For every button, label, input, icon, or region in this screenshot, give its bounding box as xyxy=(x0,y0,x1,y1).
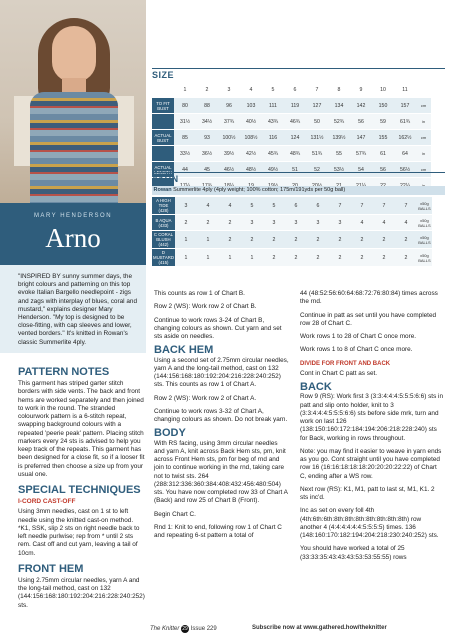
table-cell: 64 xyxy=(394,146,416,162)
size-rows xyxy=(152,98,431,194)
unit-cell: x50g BALLS xyxy=(417,231,432,249)
row-label: B AQUA (433) xyxy=(152,215,175,231)
size-rule xyxy=(152,68,445,69)
unit-cell: cm xyxy=(416,98,431,114)
table-cell: 2 xyxy=(285,231,307,249)
table-cell: 162½ xyxy=(394,130,416,146)
model-photo xyxy=(0,0,146,203)
sweater-image xyxy=(30,92,118,203)
table-cell: 7 xyxy=(351,197,373,215)
designer-name: MARY HENDERSON xyxy=(33,213,113,219)
unit-cell: in xyxy=(416,146,431,162)
table-cell: 157 xyxy=(394,98,416,114)
table-cell: 4 xyxy=(351,215,373,231)
page-number: 29 xyxy=(182,626,188,632)
icord-heading: I-CORD CAST-OFF xyxy=(18,498,76,505)
table-cell: 108½ xyxy=(240,130,262,146)
table-cell: 2 xyxy=(351,231,373,249)
table-cell: 1 xyxy=(175,231,197,249)
table-cell: 7 xyxy=(329,197,351,215)
unit-cell: x50g BALLS xyxy=(417,197,432,215)
table-cell: 127 xyxy=(306,98,328,114)
table-cell: 7 xyxy=(373,197,395,215)
table-cell: 6 xyxy=(285,197,307,215)
table-cell: 2 xyxy=(219,215,241,231)
table-row xyxy=(152,197,432,215)
table-cell: 3 xyxy=(329,215,351,231)
size-col: 4 xyxy=(240,82,262,98)
back-hem-heading: BACK HEM xyxy=(154,344,214,357)
table-cell: 2 xyxy=(241,231,263,249)
col3-p3: Work rows 1 to 28 of Chart C once more. xyxy=(300,333,417,340)
special-techniques-heading: SPECIAL TECHNIQUES xyxy=(18,484,141,496)
size-col: 3 xyxy=(218,82,240,98)
table-cell: 34½ xyxy=(196,114,218,130)
table-cell: 52¾ xyxy=(328,114,350,130)
col3-p9: Inc as set on every foll 4th (4th:6th:6th:8th:8th:8th:8th:8th:8th:8th) row another 4 (4:4:4:4:4:4:5:5:5:5) times. 136 (148:160:170:182:194:204:218:230:240:252) sts. xyxy=(300,507,439,539)
table-cell: 4 xyxy=(197,197,219,215)
table-cell: 2 xyxy=(307,231,329,249)
table-cell: 51¾ xyxy=(306,146,328,162)
table-cell: 85 xyxy=(174,130,196,146)
table-cell: 1 xyxy=(175,249,197,267)
table-row xyxy=(152,215,432,231)
table-cell: 4 xyxy=(373,215,395,231)
col2-p1: This counts as row 1 of Chart B. xyxy=(154,290,245,297)
table-cell: 50 xyxy=(306,114,328,130)
table-cell: 1 xyxy=(219,249,241,267)
table-cell: 4 xyxy=(219,197,241,215)
table-cell: 142 xyxy=(350,98,372,114)
table-cell: 150 xyxy=(372,98,394,114)
col2-p8: Begin Chart C. xyxy=(154,510,196,518)
footer-magazine: The Knitter 29 Issue 229 xyxy=(150,626,217,632)
col3-p2: Continue in patt as set until you have completed row 28 of Chart C. xyxy=(300,311,437,327)
footer-subscribe: Subscribe now at www.gathered.how/theknitter xyxy=(252,625,387,631)
table-cell: 37¾ xyxy=(218,114,240,130)
col3-p10: You should have worked a total of 25 (33:33:35:43:43:43:53:53:55:55) rows xyxy=(300,545,407,561)
unit-cell: cm xyxy=(416,162,431,178)
yarn-heading: YARN xyxy=(152,174,179,184)
size-col: 9 xyxy=(350,82,372,98)
divide-heading: DIVIDE FOR FRONT AND BACK xyxy=(300,360,391,367)
table-cell: 55 xyxy=(328,146,350,162)
table-row xyxy=(152,231,432,249)
table-cell: 2 xyxy=(329,231,351,249)
size-col: 11 xyxy=(394,82,416,98)
table-cell: 131½ xyxy=(306,130,328,146)
pattern-title: Arno xyxy=(45,223,101,253)
table-cell: 33½ xyxy=(174,146,196,162)
table-cell: 96 xyxy=(218,98,240,114)
col2-p3: Continue to work rows 3-24 of Chart B, changing colours as shown. Cut yarn and set sts aside on needles. xyxy=(154,316,282,340)
table-cell: 7 xyxy=(395,197,417,215)
icord-text: Using 3mm needles, cast on 1 st to left needle using the knitted cast-on method. *K1, SSK, slip 2 sts on right needle back to left needle purlwise; rep from * until 2 sts rem. Cast off and cut yarn, leaving a tail of 10cm. xyxy=(18,508,140,557)
table-cell: 2 xyxy=(263,231,285,249)
col3-p4: Work rows 1 to 8 of Chart C once more. xyxy=(300,346,413,354)
table-row xyxy=(152,98,431,114)
table-cell: 111 xyxy=(262,98,284,114)
table-cell: 5 xyxy=(241,197,263,215)
row-label: D MUSTARD (415) xyxy=(153,250,174,265)
table-cell: 2 xyxy=(219,231,241,249)
pattern-notes-text: This garment has striped garter stitch borders with side vents. The back and front hems are worked separately and then joined to work in the round. The stranded colourwork pattern is a 6-stitch repeat, swapping background colours with a repeated 'peerie peak' pattern. Placing stitch markers every 24 sts is advised to help you keep track of the repeats. This garment has been designed for a close fit, so if a looser fit is preferred then choose a size up from your usual one. xyxy=(18,380,145,478)
unit-cell: x50g BALLS xyxy=(417,249,432,267)
col2-p4: Using a second set of 2.75mm circular needles, yarn A and the long-tail method, cast on 132 (144:156:168:180:192:204:216:228:240:252) sts. This counts as row 1 of Chart A. xyxy=(154,356,289,389)
table-cell: 56 xyxy=(350,114,372,130)
table-cell: 49½ xyxy=(262,162,284,178)
size-col: 1 xyxy=(174,82,196,98)
table-cell: 43¾ xyxy=(262,114,284,130)
col3-p8: Next row (RS): K1, M1, patt to last st, M1, K1. 2 sts inc'd. xyxy=(300,485,435,501)
unit-cell: in xyxy=(416,114,431,130)
table-cell: 3 xyxy=(307,215,329,231)
table-cell: 1 xyxy=(241,249,263,267)
table-cell: 44 xyxy=(174,162,196,178)
table-cell: 88 xyxy=(196,98,218,114)
row-label: TO FIT BUST xyxy=(152,98,174,114)
table-cell: 3 xyxy=(241,215,263,231)
table-cell: 46½ xyxy=(218,162,240,178)
col3-p1: 44 (48:52:56:60:64:68:72:76:80:84) times across the rnd. xyxy=(300,290,438,306)
table-cell: 3 xyxy=(263,215,285,231)
size-table xyxy=(152,82,431,194)
size-col: 8 xyxy=(328,82,350,98)
table-cell: 155 xyxy=(372,130,394,146)
column-1 xyxy=(18,362,146,615)
table-cell: 2 xyxy=(395,231,417,249)
table-cell: 3 xyxy=(175,197,197,215)
row-label: C CORAL BLUSH (442) xyxy=(153,232,174,247)
table-cell: 2 xyxy=(329,249,351,267)
table-cell: 119 xyxy=(284,98,306,114)
col2-p7: With RS facing, using 3mm circular needles and yarn A, knit across Back Hem sts, pm, knit across Front Hem sts, pm for beg of rnd and join to continue working in the rnd, taking care not to twist sts. 264 (288:312:336:360:384:408:432:456:480:504) sts. You have now completed row 33 of Chart A (Back) and row 25 of Chart B (Front). xyxy=(154,439,288,505)
table-cell: 53½ xyxy=(328,162,350,178)
size-col: 6 xyxy=(284,82,306,98)
table-cell: 54 xyxy=(350,162,372,178)
table-cell: 6 xyxy=(307,197,329,215)
col3-p6: Row 9 (RS): Work first 3 (3:3:4:4:4:5:5:5:6:6) sts in patt and slip onto holder, knit to 3 (3:3:4:4:4:5:5:5:6:6) sts before side mrk, turn and work on last 126 (138:150:160:172:184:194:206:218:228:240) sts for Back, working in rows throughout. xyxy=(300,393,444,442)
yarn-table xyxy=(152,197,432,267)
col2-p9: Rnd 1: Knit to end, following row 1 of Chart C and repeating 6-st pattern a total of xyxy=(154,523,282,539)
col3-p5: Cont in Chart C patt as set. xyxy=(300,369,378,377)
yarn-description: Rowan Summerlite 4ply (4ply weight; 100% cotton; 175m/191yds per 50g ball) xyxy=(152,186,445,195)
table-cell: 2 xyxy=(263,249,285,267)
table-cell: 46¾ xyxy=(284,114,306,130)
yarn-rows xyxy=(152,197,432,267)
unit-cell: cm xyxy=(416,130,431,146)
table-cell: 2 xyxy=(197,215,219,231)
yarn-rule xyxy=(152,172,445,173)
table-cell: 48½ xyxy=(240,162,262,178)
table-cell: 51 xyxy=(284,162,306,178)
table-cell: 3 xyxy=(285,215,307,231)
table-cell: 80 xyxy=(174,98,196,114)
table-cell: 2 xyxy=(373,231,395,249)
table-row xyxy=(152,249,432,267)
size-col: 5 xyxy=(262,82,284,98)
front-hem-heading: FRONT HEM xyxy=(18,562,84,575)
table-cell: 2 xyxy=(395,249,417,267)
table-cell: 56 xyxy=(372,162,394,178)
size-heading: SIZE xyxy=(152,70,175,80)
table-row xyxy=(152,114,431,130)
col2-p5: Row 2 (WS): Work row 2 of Chart A. xyxy=(154,394,257,402)
table-cell: 93 xyxy=(196,130,218,146)
intro-box xyxy=(0,265,146,353)
table-cell: 61 xyxy=(372,146,394,162)
table-cell: 100½ xyxy=(218,130,240,146)
table-row xyxy=(152,130,431,146)
table-cell: 40½ xyxy=(240,114,262,130)
column-3 xyxy=(300,290,444,567)
table-row xyxy=(152,162,431,178)
row-label xyxy=(152,114,174,130)
row-label: ACTUAL BUST xyxy=(152,130,174,146)
col2-p2: Row 2 (WS): Work row 2 of Chart B. xyxy=(154,303,257,311)
row-label: A HIGH TIDE (428) xyxy=(152,197,175,215)
table-cell: 1 xyxy=(197,231,219,249)
table-cell: 4 xyxy=(395,215,417,231)
table-cell: 2 xyxy=(175,215,197,231)
table-cell: 31½ xyxy=(174,114,196,130)
table-cell: 2 xyxy=(285,249,307,267)
back-heading: BACK xyxy=(300,381,332,393)
row-label xyxy=(152,146,174,162)
table-cell: 61¾ xyxy=(394,114,416,130)
size-header-row xyxy=(152,82,431,98)
table-cell: 52 xyxy=(306,162,328,178)
table-cell: 59 xyxy=(372,114,394,130)
row-label: ACTUAL xyxy=(152,162,174,178)
table-cell: 39½ xyxy=(218,146,240,162)
body-heading: BODY xyxy=(154,427,186,440)
table-cell: 139½ xyxy=(328,130,350,146)
table-cell: 57¾ xyxy=(350,146,372,162)
table-cell: 2 xyxy=(307,249,329,267)
unit-cell: x50g BALLS xyxy=(417,215,432,231)
table-cell: 5 xyxy=(263,197,285,215)
table-cell: 36½ xyxy=(196,146,218,162)
front-hem-text: Using 2.75mm circular needles, yarn A and the long-tail method, cast on 132 (144:156:168:180:192:204:216:228:240:252) sts. xyxy=(18,576,145,609)
pattern-notes-heading: PATTERN NOTES xyxy=(18,366,110,378)
table-cell: 134 xyxy=(328,98,350,114)
title-band xyxy=(0,203,146,265)
table-cell: 56½ xyxy=(394,162,416,178)
table-cell: 124 xyxy=(284,130,306,146)
table-cell: 116 xyxy=(262,130,284,146)
table-cell: 45¾ xyxy=(262,146,284,162)
col3-p7: Note: you may find it easier to weave in yarn ends as you go. Cont straight until you have completed row 16 (16:16:18:18:18:20:20:20:22:22) of Chart C, ending after a WS row. xyxy=(300,447,442,480)
table-row xyxy=(152,146,431,162)
table-cell: 147 xyxy=(350,130,372,146)
table-cell: 2 xyxy=(351,249,373,267)
table-cell: 45 xyxy=(196,162,218,178)
column-2 xyxy=(154,290,290,545)
size-col: 2 xyxy=(196,82,218,98)
table-cell: 103 xyxy=(240,98,262,114)
size-col: 7 xyxy=(306,82,328,98)
size-col: 10 xyxy=(372,82,394,98)
table-cell: 1 xyxy=(197,249,219,267)
table-cell: 48¾ xyxy=(284,146,306,162)
intro-text: "INSPIRED BY sunny summer days, the bright colours and patterning on this top evoke Italian Bargello needlepoint - zigs and zags with interplay of blues, coral and mustard," explains designer Mary Henderson. "My top is designed to be close-fitting, with cap sleeves and lower, vented borders." It's knitted in Rowan's classic Summerlite 4ply. xyxy=(18,273,138,346)
table-cell: 42½ xyxy=(240,146,262,162)
col2-p6: Continue to work rows 3-32 of Chart A, changing colours as shown. Do not break yarn. xyxy=(154,407,288,423)
table-cell: 2 xyxy=(373,249,395,267)
